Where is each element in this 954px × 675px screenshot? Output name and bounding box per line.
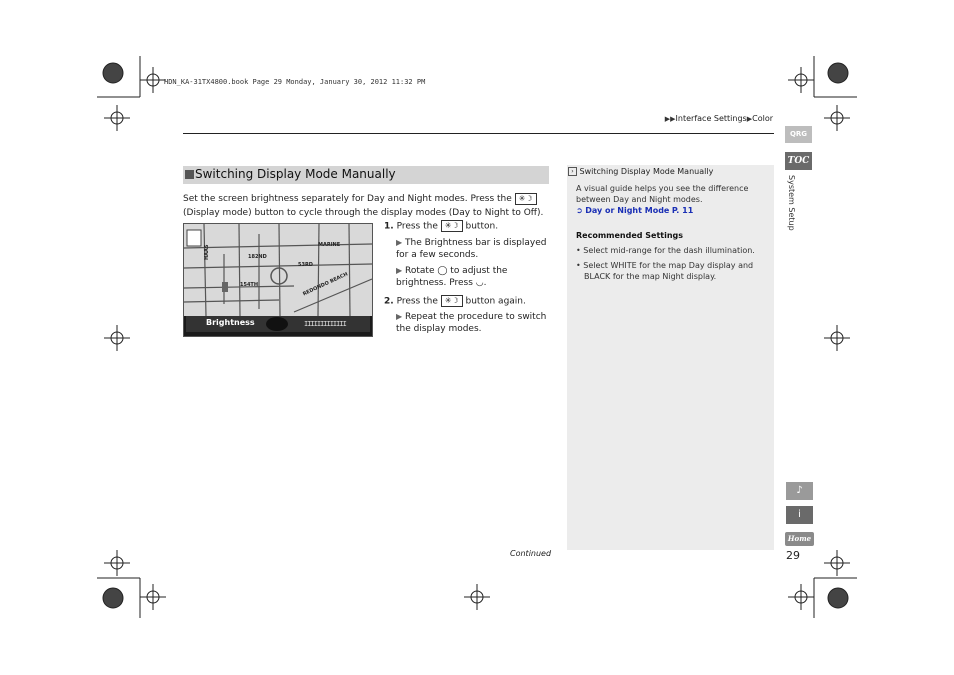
brightness-label: Brightness (206, 318, 255, 327)
list-item: • Select WHITE for the map Day display and BLACK for the map Night display. (576, 261, 754, 281)
step-text: Press the (396, 296, 438, 306)
link-arrow-icon: ➲ (576, 206, 583, 215)
step-substep: ▶ Rotate ◯ to adjust the brightness. Press ◡. (396, 265, 508, 288)
intro-text-1: Set the screen brightness separately for Day and Night modes. Press the (183, 194, 512, 204)
note-box-icon: › (568, 167, 577, 176)
breadcrumb-item-color[interactable]: Color (752, 114, 773, 123)
step-substep: ▶ Repeat the procedure to switch the display modes. (396, 312, 547, 334)
street-label: MARINE (318, 242, 341, 248)
qrg-tab[interactable]: QRG (785, 126, 812, 143)
display-mode-button-icon: ✳☽ (441, 220, 463, 232)
sidebar-note (567, 165, 774, 550)
section-header (183, 166, 549, 184)
knob-icon (266, 317, 288, 331)
section-tab-label: System Setup (787, 175, 796, 231)
steps-list (384, 220, 554, 341)
arrow-icon: ▶ (396, 265, 403, 275)
step-text: button. (465, 221, 499, 232)
breadcrumb-markers: ▶▶ (664, 115, 676, 123)
display-mode-button-icon: ✳☽ (515, 193, 537, 205)
sidebar-title: › Switching Display Mode Manually (568, 167, 713, 176)
street-label: 182ND (248, 254, 267, 260)
step-number: 2. (384, 296, 394, 306)
navigation-screen-image (183, 223, 373, 337)
step-substep: ▶ The Brightness bar is displayed for a few seconds. (396, 237, 547, 260)
header-rule (183, 133, 774, 134)
breadcrumb-item-interface-settings[interactable]: Interface Settings (675, 114, 747, 123)
toc-tab[interactable]: TOC (785, 152, 812, 170)
street-label: 53RD (298, 262, 313, 268)
print-header: HDN_KA-31TX4800.book Page 29 Monday, January 30, 2012 11:32 PM (164, 78, 426, 86)
breadcrumb-separator: ▶ (746, 115, 753, 123)
home-tab[interactable]: Home (785, 532, 814, 546)
map-streets (184, 224, 372, 316)
brightness-bar (186, 316, 370, 332)
recommended-settings-title: Recommended Settings (576, 231, 684, 240)
sidebar-body (576, 183, 766, 282)
street-label: REDONDO BEACH (302, 271, 349, 298)
info-icon[interactable]: i (786, 506, 813, 524)
step-1 (384, 220, 554, 289)
section-title: Switching Display Mode Manually (195, 167, 396, 181)
sidebar-description: A visual guide helps you see the difference between Day and Night modes. (576, 184, 749, 204)
arrow-icon: ▶ (396, 312, 403, 321)
street-label: HAAS (204, 244, 210, 260)
continued-label: Continued (510, 549, 552, 558)
step-number: 1. (384, 221, 394, 232)
display-mode-button-icon: ✳☽ (441, 295, 463, 307)
arrow-icon: ▶ (396, 237, 403, 247)
section-square-icon (185, 170, 194, 179)
page-number: 29 (786, 549, 800, 562)
intro-paragraph (183, 192, 549, 220)
day-night-mode-link[interactable]: ➲ Day or Night Mode P. 11 (576, 206, 694, 215)
breadcrumb (665, 114, 773, 123)
brightness-meter: IIIIIIIIIIIII (304, 320, 346, 328)
intro-text-2: (Display mode) button to cycle through the display modes (Day to Night to Off). (183, 208, 544, 218)
street-label: 154TH (240, 282, 259, 288)
step-text: button again. (465, 296, 526, 306)
voice-command-icon[interactable]: ♪ (786, 482, 813, 500)
step-2 (384, 295, 554, 336)
list-item: • Select mid-range for the dash illumination. (576, 246, 755, 255)
step-text: Press the (396, 221, 438, 232)
